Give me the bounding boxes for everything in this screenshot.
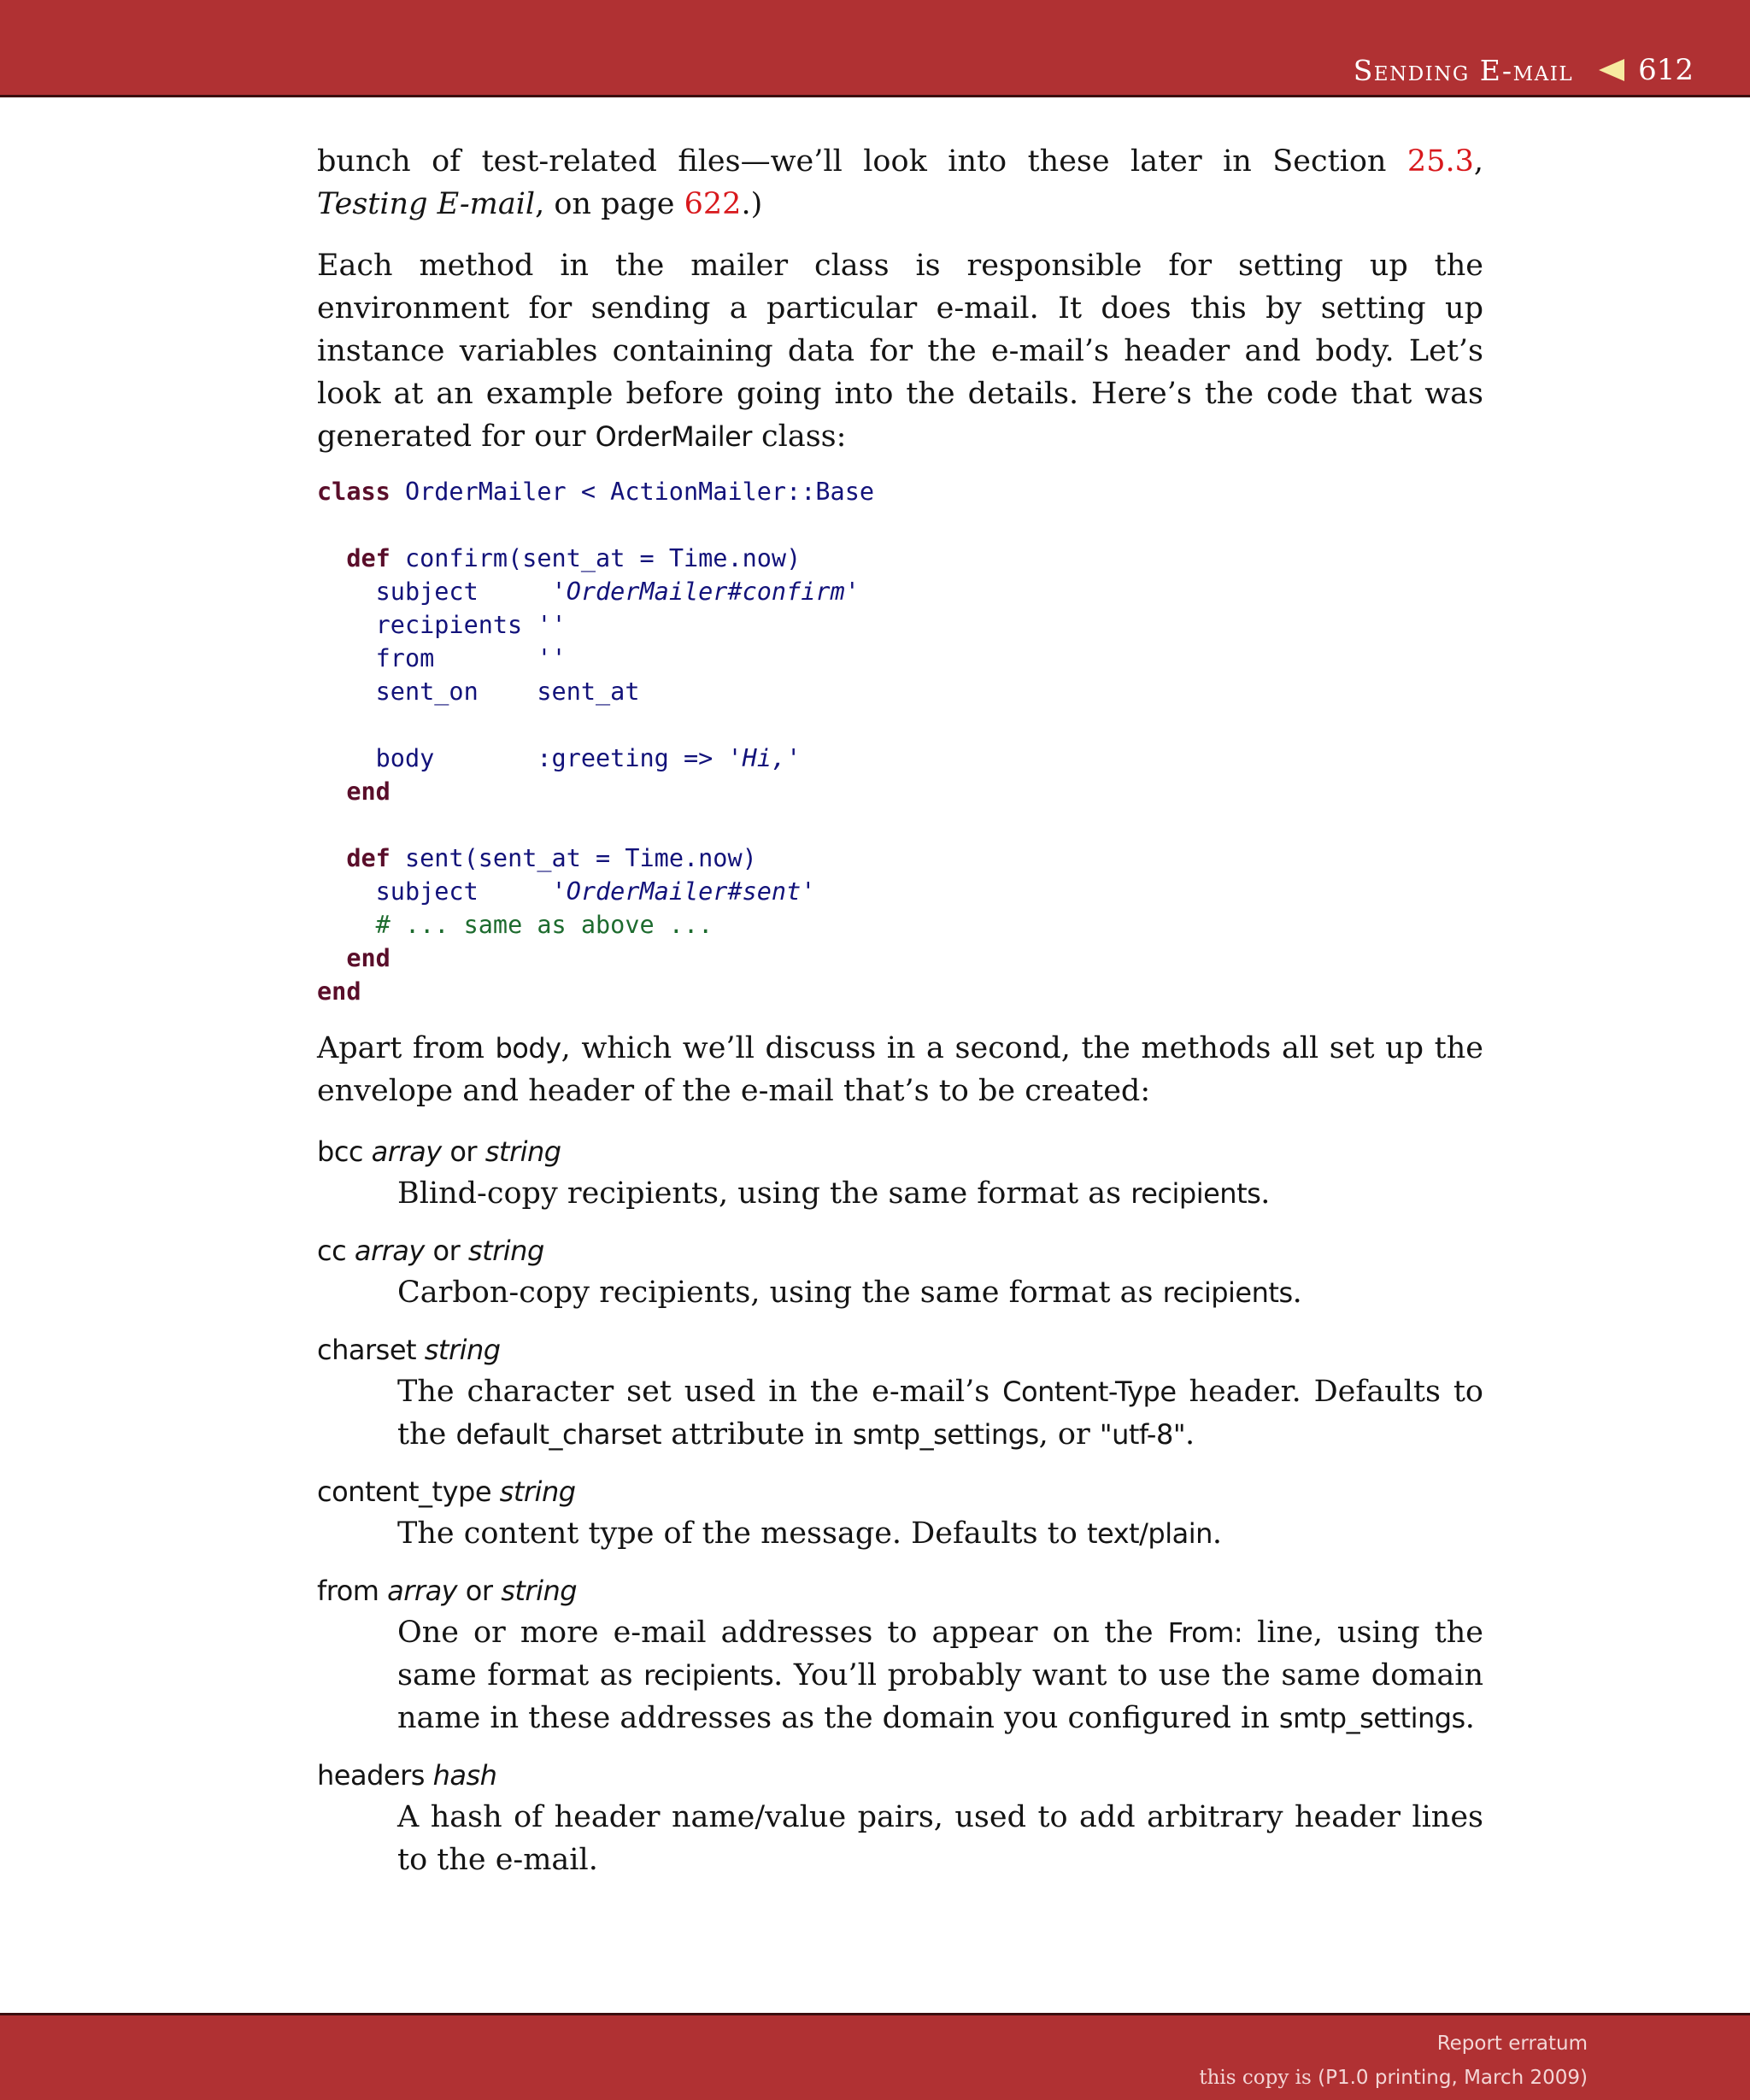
string-literal: 'OrderMailer#sent' <box>551 877 816 906</box>
code-text: OrderMailer < ActionMailer::Base <box>390 478 875 506</box>
keyword: def <box>346 844 391 872</box>
term-bcc <box>317 1131 1483 1172</box>
text-span: The character set used in the e-mail’s <box>397 1375 1003 1409</box>
text-span: Carbon-copy recipients, using the same format as <box>397 1276 1163 1310</box>
code-comment: # ... same as above ... <box>375 911 714 939</box>
term-type: string <box>424 1334 501 1366</box>
code-ref: From: <box>1167 1616 1243 1649</box>
string-literal: 'Hi,' <box>727 744 802 772</box>
desc-charset <box>397 1370 1483 1456</box>
desc-bcc <box>397 1172 1483 1215</box>
code-ref: smtp_settings <box>852 1418 1039 1451</box>
string-literal: '' <box>537 644 567 672</box>
term-content-type <box>317 1471 1483 1512</box>
code-ref: recipients <box>1162 1276 1293 1309</box>
running-head <box>1354 53 1694 87</box>
term-name: from <box>317 1575 379 1607</box>
definition-list <box>317 1131 1483 1881</box>
chapter-title: Sending E-mail <box>1353 53 1574 87</box>
page-link[interactable]: 622 <box>684 187 742 221</box>
term-or: or <box>449 1135 478 1168</box>
text-span: . <box>1185 1417 1195 1452</box>
keyword: end <box>346 944 391 972</box>
class-name-ref: OrderMailer <box>595 420 752 453</box>
code-ref: recipients <box>643 1659 774 1692</box>
code-text: subject <box>317 877 552 906</box>
code-text: sent_on sent_at <box>317 678 640 706</box>
paragraph-methods <box>317 1027 1483 1112</box>
code-ref: smtp_settings <box>1278 1702 1465 1734</box>
text-span: . <box>1212 1516 1222 1551</box>
term-charset <box>317 1329 1483 1370</box>
text-span: , or <box>1038 1417 1100 1452</box>
term-type: string <box>501 1575 578 1607</box>
copy-info <box>1199 2067 1588 2089</box>
term-type: string <box>484 1135 561 1168</box>
section-title: Testing E-mail <box>317 187 536 221</box>
text-span: . <box>1292 1276 1302 1310</box>
previous-page-arrow-icon[interactable] <box>1599 59 1624 81</box>
keyword: class <box>317 478 391 506</box>
desc-from <box>397 1611 1483 1739</box>
code-listing <box>317 475 1483 1008</box>
text-span: . You’ll probably want to use the same domain name in these addresses as the domain you configured in <box>397 1658 1483 1735</box>
string-literal: '' <box>537 611 567 639</box>
keyword: def <box>346 544 391 572</box>
term-type: hash <box>432 1759 497 1792</box>
term-or: or <box>432 1235 461 1267</box>
code-text: body :greeting => <box>317 744 728 772</box>
code-ref: recipients <box>1130 1177 1261 1210</box>
term-name: bcc <box>317 1135 363 1168</box>
desc-headers: A hash of header name/value pairs, used to add arbitrary header lines to the e-mail. <box>397 1800 1483 1877</box>
code-text: recipients <box>317 611 537 639</box>
string-literal: 'OrderMailer#confirm' <box>551 578 860 606</box>
term-or: or <box>465 1575 493 1607</box>
keyword: end <box>317 977 361 1006</box>
term-from <box>317 1570 1483 1611</box>
text-span: Apart from <box>317 1031 496 1065</box>
desc-content-type <box>397 1512 1483 1555</box>
text-span: . <box>1260 1176 1271 1211</box>
text-span: . <box>1465 1701 1475 1735</box>
term-type: array <box>354 1235 425 1267</box>
section-link[interactable]: 25.3 <box>1406 144 1474 179</box>
code-ref: default_charset <box>455 1418 662 1451</box>
text-span: attribute in <box>661 1417 853 1452</box>
term-type: array <box>371 1135 442 1168</box>
term-type: string <box>467 1235 544 1267</box>
text-span: line, using the same format as <box>397 1616 1483 1692</box>
term-type: string <box>499 1475 576 1508</box>
code-text: subject <box>317 578 552 606</box>
paragraph-intro <box>317 244 1483 458</box>
code-text: from <box>317 644 537 672</box>
text-span: , on page <box>535 187 684 221</box>
code-text: sent(sent_at = Time.now) <box>390 844 757 872</box>
code-ref: Content-Type <box>1002 1376 1177 1408</box>
page-number: 612 <box>1638 53 1694 87</box>
keyword: end <box>346 777 391 806</box>
text-span: header. Defaults to the <box>397 1375 1483 1452</box>
text-span: bunch of test-related files—we’ll look into these later in Section <box>317 144 1407 179</box>
term-name: charset <box>317 1334 417 1366</box>
text-span: .) <box>741 187 763 221</box>
text-span: Each method in the mailer class is responsible for setting up the environment for sending a particular e-mail. It does this by setting up instance variables containing data for the e-mail’s header and body. Let’s look at an example before going into the details. Here’s the code that was generated for our <box>317 249 1483 454</box>
code-ref: text/plain <box>1086 1517 1213 1550</box>
code-text: confirm(sent_at = Time.now) <box>390 544 802 572</box>
text-span: class: <box>751 419 847 454</box>
text-span: , <box>1473 144 1483 179</box>
term-type: array <box>387 1575 458 1607</box>
page-footer-bar <box>0 2013 1750 2100</box>
paragraph-continuation <box>317 140 1483 226</box>
text-span: Blind-copy recipients, using the same format as <box>397 1176 1131 1211</box>
text-span: One or more e-mail addresses to appear on the <box>397 1616 1168 1650</box>
page-header-bar <box>0 0 1750 97</box>
page-body <box>317 140 1483 1881</box>
desc-cc <box>397 1271 1483 1314</box>
term-cc <box>317 1230 1483 1271</box>
code-ref: "utf-8" <box>1099 1418 1186 1451</box>
printing-info: (P1.0 printing, March 2009) <box>1318 2067 1588 2089</box>
term-name: content_type <box>317 1475 491 1508</box>
text-span: The content type of the message. Defaults to <box>397 1516 1087 1551</box>
term-name: cc <box>317 1235 347 1267</box>
term-headers <box>317 1755 1483 1796</box>
text-span: , which we’ll discuss in a second, the methods all set up the envelope and header of the e-mail that’s to be created: <box>317 1031 1483 1108</box>
body-ref: body <box>495 1032 561 1065</box>
report-erratum-link[interactable]: Report erratum <box>1436 2033 1588 2055</box>
term-name: headers <box>317 1759 425 1792</box>
copy-prefix: this copy is <box>1199 2067 1318 2089</box>
